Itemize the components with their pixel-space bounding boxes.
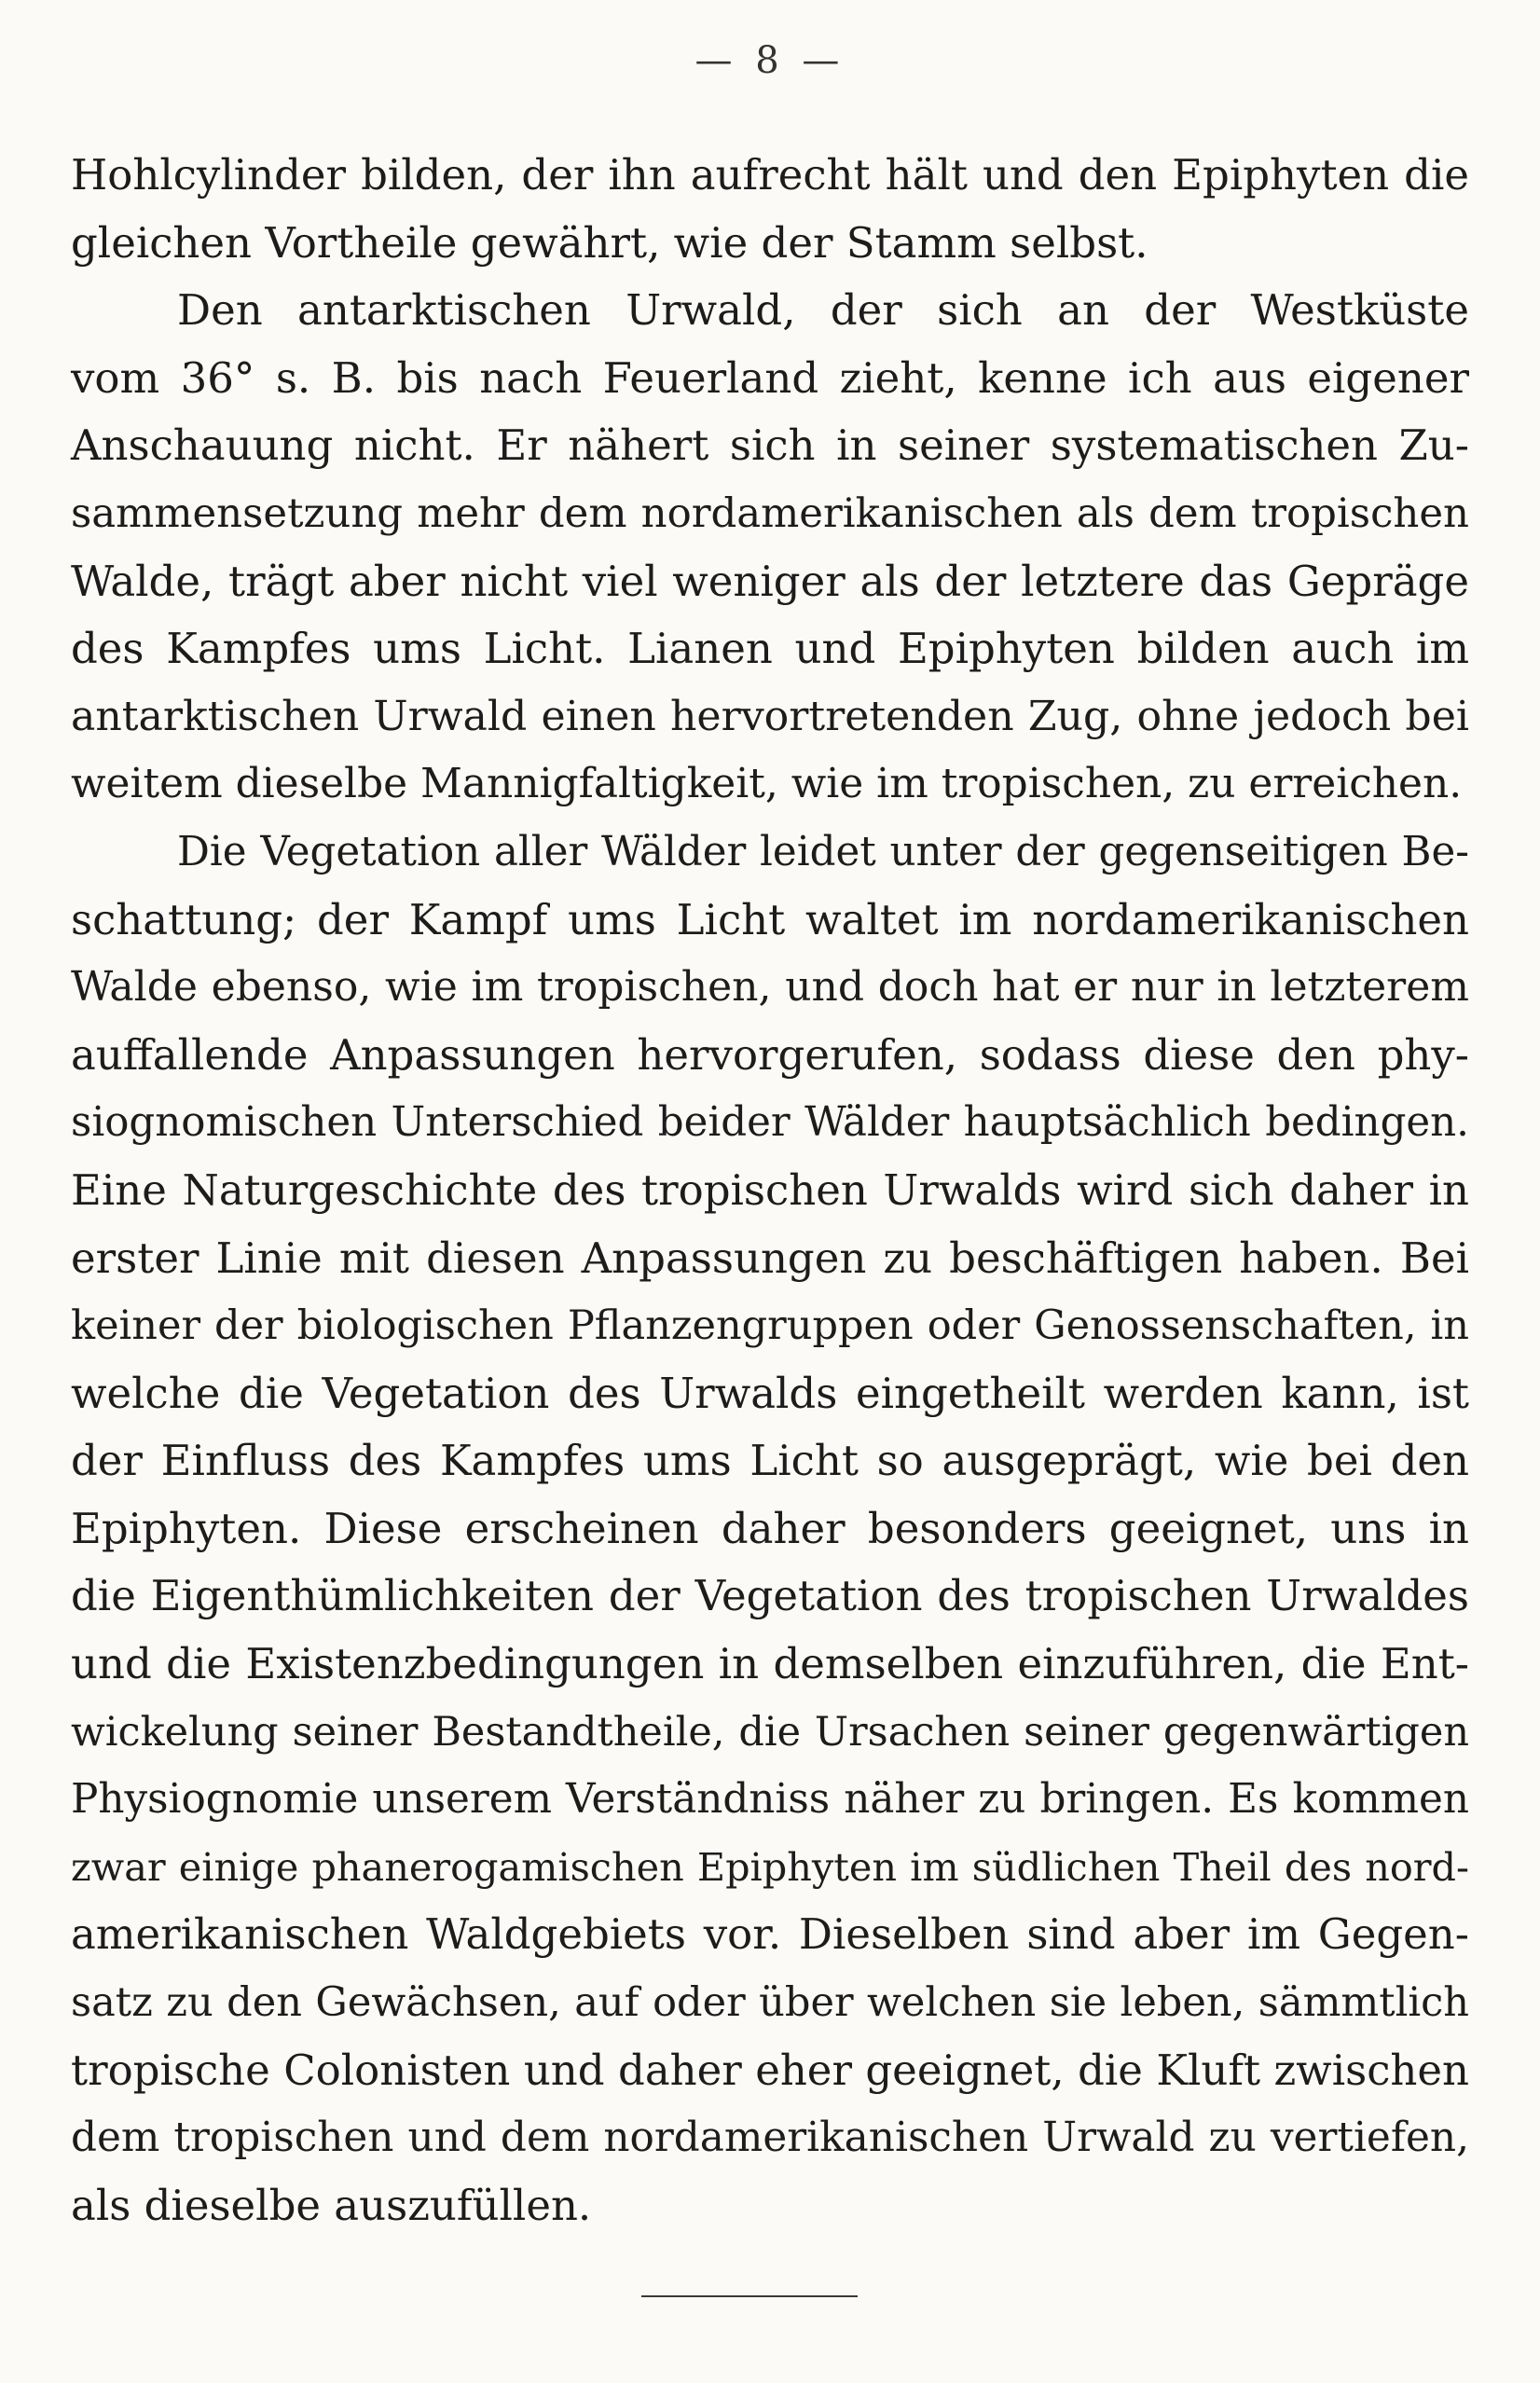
text-line: Walde, trägt aber nicht viel weniger als der letztere das Gepräge bbox=[71, 556, 1469, 606]
text-line: weitem dieselbe Mannigfaltigkeit, wie im tropischen, zu erreichen. bbox=[71, 760, 1463, 808]
text-line: gleichen Vortheile gewährt, wie der Stamm selbst. bbox=[71, 217, 1148, 268]
text-line: Epiphyten. Diese erscheinen daher besonders geeignet, uns in bbox=[71, 1503, 1469, 1553]
text-line: als dieselbe auszufüllen. bbox=[71, 2180, 592, 2230]
text-line: und die Existenzbedingungen in demselben einzuführen, die Ent- bbox=[71, 1639, 1469, 1689]
text-line: des Kampfes ums Licht. Lianen und Epiphyten bilden auch im bbox=[71, 624, 1469, 674]
text-line: erster Linie mit diesen Anpassungen zu beschäftigen haben. Bei bbox=[71, 1233, 1469, 1283]
text-line: amerikanischen Waldgebiets vor. Dieselben sind aber im Gegen- bbox=[71, 1909, 1469, 1960]
text-line: welche die Vegetation des Urwalds eingetheilt werden kann, ist bbox=[71, 1368, 1469, 1418]
text-line: wickelung seiner Bestandtheile, die Ursachen seiner gegenwärtigen bbox=[71, 1708, 1469, 1756]
text-line: schattung; der Kampf ums Licht waltet im nordamerikanischen bbox=[71, 894, 1469, 944]
text-line: vom 36° s. B. bis nach Feuerland zieht, kenne ich aus eigener bbox=[71, 352, 1469, 403]
page-number: — 8 — bbox=[694, 39, 846, 82]
text-line: Walde ebenso, wie im tropischen, und doch hat er nur in letzterem bbox=[71, 963, 1469, 1012]
text-line: Die Vegetation aller Wälder leidet unter der gegenseitigen Be- bbox=[177, 828, 1469, 875]
text-line: sammensetzung mehr dem nordamerikanischen als dem tropischen bbox=[71, 489, 1469, 537]
text-line: tropische Colonisten und daher eher geeignet, die Kluft zwischen bbox=[71, 2045, 1469, 2095]
text-line: dem tropischen und dem nordamerikanischen Urwald zu vertiefen, bbox=[71, 2114, 1469, 2162]
text-line: die Eigenthümlichkeiten der Vegetation des tropischen Urwaldes bbox=[71, 1571, 1469, 1621]
text-line: Anschauung nicht. Er nähert sich in seiner systematischen Zu- bbox=[71, 420, 1469, 471]
section-end-rule bbox=[641, 2295, 858, 2297]
text-line: Hohlcylinder bilden, der ihn aufrecht hält und den Epiphyten die bbox=[71, 150, 1469, 200]
text-line: Den antarktischen Urwald, der sich an der Westküste bbox=[177, 285, 1469, 336]
text-line: satz zu den Gewächsen, auf oder über welchen sie leben, sämmtlich bbox=[71, 1979, 1469, 2027]
text-line: siognomischen Unterschied beider Wälder hauptsächlich bedingen. bbox=[71, 1099, 1469, 1147]
text-line: auffallende Anpassungen hervorgerufen, sodass diese den phy- bbox=[71, 1029, 1469, 1080]
body-text bbox=[71, 142, 1469, 2239]
text-line: zwar einige phanerogamischen Epiphyten im südlichen Theil des nord- bbox=[71, 1844, 1469, 1890]
text-line: der Einfluss des Kampfes ums Licht so ausgeprägt, wie bei den bbox=[71, 1436, 1469, 1486]
text-line: Physiognomie unserem Verständniss näher zu bringen. Es kommen bbox=[71, 1775, 1469, 1824]
text-line: keiner der biologischen Pflanzengruppen oder Genossenschaften, in bbox=[71, 1302, 1469, 1350]
text-line: Eine Naturgeschichte des tropischen Urwalds wird sich daher in bbox=[71, 1164, 1469, 1215]
text-line: antarktischen Urwald einen hervortretenden Zug, ohne jedoch bei bbox=[71, 692, 1469, 740]
